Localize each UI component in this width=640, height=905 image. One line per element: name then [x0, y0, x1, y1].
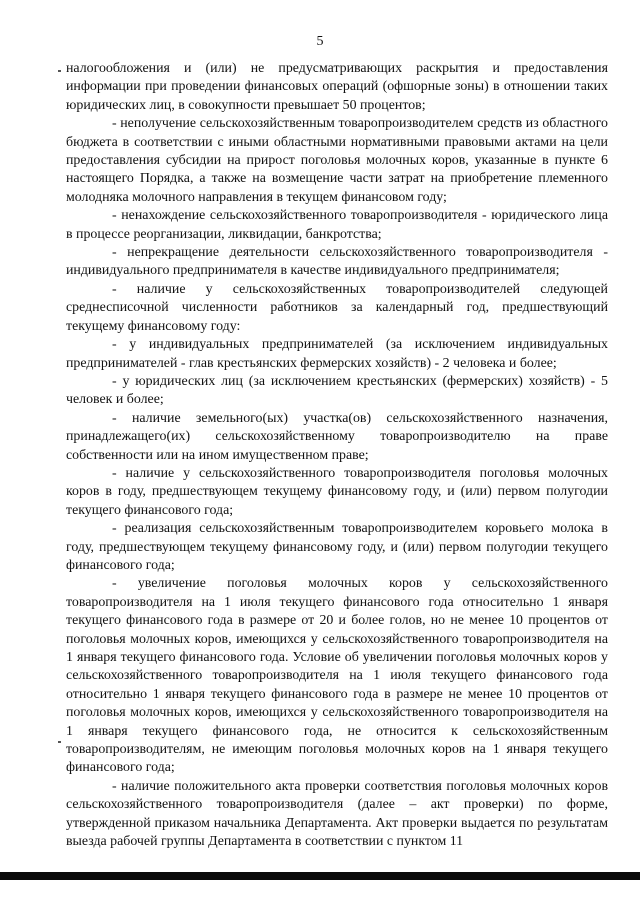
- paragraph: - неполучение сельскохозяйственным товаропроизводителем средств из областного бюджета в соответствии с иными областными нормативными правовыми актами на цели предоставления субсидии на прирост поголовья молочных коров, указанные в пункте 6 настоящего Порядка, а также на возмещение части затрат на приобретение племенного молодняка молочного направления в текущем финансовом году;: [66, 116, 608, 205]
- paragraph: - реализация сельскохозяйственным товаропроизводителем коровьего молока в году, предшествующем текущему финансовому году, и (или) первом полугодии текущего финансового года;: [66, 521, 608, 573]
- paragraph: - непрекращение деятельности сельскохозяйственного товаропроизводителя - индивидуального предпринимателя в качестве индивидуального предпринимателя;: [66, 245, 608, 279]
- margin-mark: [58, 70, 61, 72]
- paragraph: - наличие у сельскохозяйственного товаропроизводителя поголовья молочных коров в году, предшествующем текущему финансовому году, и (или) первом полугодии текущего финансового года;: [66, 465, 608, 518]
- paragraph: - увеличение поголовья молочных коров у сельскохозяйственного товаропроизводителя на 1 июля текущего финансового года относительно 1 января текущего финансового года в размере от 20 и более голов, но не менее 10 процентов от поголовья молочных коров, имеющихся у сельскохозяйственного товаропроизводителя на 1 января текущего финансового года. Условие об увеличении поголовья молочных коров у сельскохозяйственного товаропроизводителя на 1 июля текущего финансового года относительно 1 января текущего финансового года в размере не менее 10 процентов от поголовья молочных коров, имеющихся у сельскохозяйственного товаропроизводителя на 1 января текущего финансового года, не относится к сельскохозяйственным товаропроизводителям, не имеющим поголовья молочных коров на 1 января текущего финансового года;: [66, 576, 608, 776]
- bottom-rule: [0, 872, 640, 880]
- paragraph: - наличие положительного акта проверки соответствия поголовья молочных коров сельскохозяйственного товаропроизводителя (далее – акт проверки) по форме, утвержденной приказом начальника Департамента. Акт проверки выдается по результатам выезда рабочей группы Департамента в соответствии с пунктом 11: [66, 778, 608, 850]
- paragraph: - у юридических лиц (за исключением крестьянских (фермерских) хозяйств) - 5 человек и более;: [66, 373, 608, 408]
- paragraph: - наличие у сельскохозяйственных товаропроизводителей следующей среднесписочной численности работников за календарный год, предшествующий текущему финансовому году:: [66, 281, 608, 334]
- document-body: [66, 60, 608, 851]
- margin-mark: [58, 741, 61, 743]
- page-number: 5: [316, 34, 324, 49]
- paragraph: - у индивидуальных предпринимателей (за исключением индивидуальных предпринимателей - глав крестьянских фермерских хозяйств) - 2 человека и более;: [66, 337, 608, 371]
- paragraph: налогообложения и (или) не предусматривающих раскрытия и предоставления информации при проведении финансовых операций (офшорные зоны) в отношении таких юридических лиц, в совокупности превышает 50 процентов;: [66, 61, 608, 113]
- paragraph: - ненахождение сельскохозяйственного товаропроизводителя - юридического лица в процессе реорганизации, ликвидации, банкротства;: [66, 208, 608, 242]
- paragraph: - наличие земельного(ых) участка(ов) сельскохозяйственного назначения, принадлежащего(их) сельскохозяйственному товаропроизводителю на праве собственности или на ином имущественном праве;: [66, 410, 608, 463]
